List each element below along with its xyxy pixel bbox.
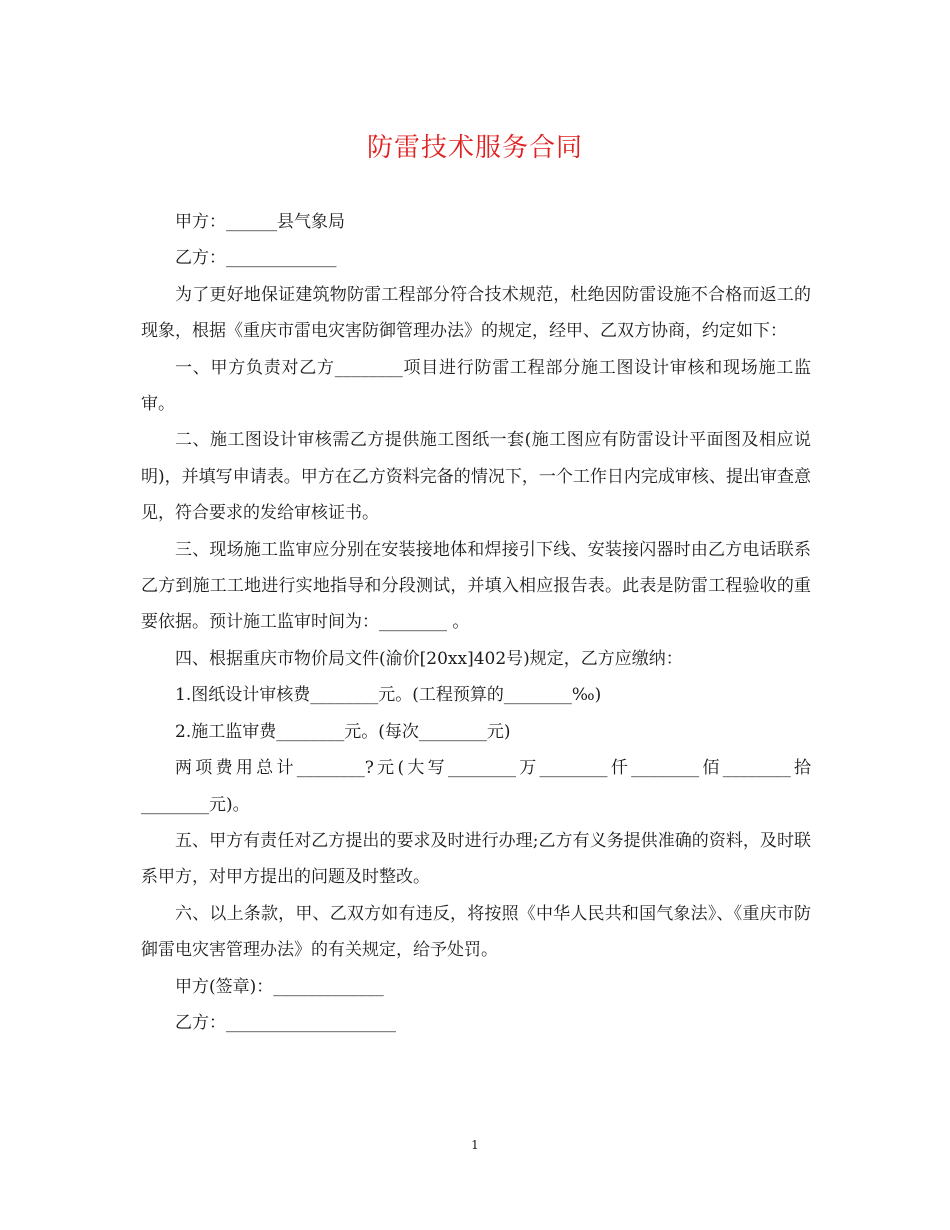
party-b-signature-line: 乙方：____________________: [175, 1012, 396, 1033]
page-number: 1: [471, 1138, 479, 1152]
fee-item-2: 2.施工监审费________元。(每次________元): [175, 721, 511, 742]
party-a-line: 甲方：______县气象局: [175, 212, 345, 232]
party-a-signature-line: 甲方(签章)：_____________: [175, 976, 384, 997]
fee-item-1: 1.图纸设计审核费________元。(工程预算的________‰): [175, 685, 602, 706]
fee-total: 两项费用总计________?元(大写________万________仟________佰________拾________元)。: [141, 758, 811, 815]
clause-1: 一、甲方负责对乙方________项目进行防雷工程部分施工图设计审核和现场施工监审。: [141, 357, 811, 415]
clause-5: 五、甲方有责任对乙方提出的要求及时进行办理;乙方有义务提供准确的资料，及时联系甲方，对甲方提出的问题及时整改。: [141, 830, 811, 888]
party-b-line: 乙方：_____________: [175, 248, 337, 269]
clause-3: 三、现场施工监审应分别在安装接地体和焊接引下线、安装接闪器时由乙方电话联系乙方到施工工地进行实地指导和分段测试，并填入相应报告表。此表是防雷工程验收的重要依据。预计施工监审时间为：________ 。: [141, 539, 811, 633]
contract-body: [141, 204, 811, 1041]
clause-4: 四、根据重庆市物价局文件(渝价[20xx]402号)规定，乙方应缴纳：: [175, 648, 683, 669]
preamble-paragraph: 为了更好地保证建筑物防雷工程部分符合技术规范，杜绝因防雷设施不合格而返工的现象，根据《重庆市雷电灾害防御管理办法》的规定，经甲、乙双方协商，约定如下：: [141, 284, 811, 342]
document-title: 防雷技术服务合同: [366, 133, 583, 163]
clause-6: 六、以上条款，甲、乙双方如有违反，将按照《中华人民共和国气象法》、《重庆市防御雷电灾害管理办法》的有关规定，给予处罚。: [141, 903, 811, 961]
clause-2: 二、施工图设计审核需乙方提供施工图纸一套(施工图应有防雷设计平面图及相应说明)，并填写申请表。甲方在乙方资料完备的情况下，一个工作日内完成审核、提出审查意见，符合要求的发给审核证书。: [141, 430, 811, 524]
